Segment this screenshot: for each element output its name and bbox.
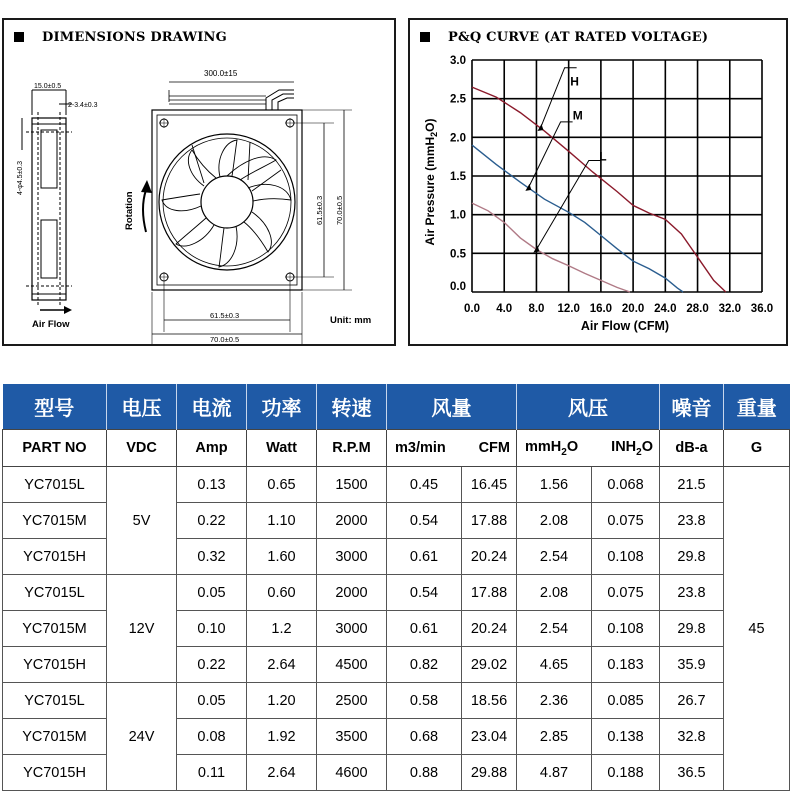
cfm-cell: 23.04 bbox=[462, 719, 517, 755]
dba-cell: 23.8 bbox=[660, 575, 724, 611]
inh2o-cell: 0.075 bbox=[592, 575, 660, 611]
drawing-title: DIMENSIONS DRAWING bbox=[14, 30, 227, 45]
dim-side-height-label: 4-φ4.5±0.3 bbox=[17, 160, 24, 195]
x-tick-label: 0.0 bbox=[464, 303, 480, 315]
table-row bbox=[3, 575, 790, 611]
inh2o-cell: 0.108 bbox=[592, 539, 660, 575]
mmh2o-cell: 2.54 bbox=[517, 539, 592, 575]
zh-header-model: 型号 bbox=[3, 384, 107, 430]
rotation-arrow-icon bbox=[141, 180, 152, 232]
chart-grid bbox=[472, 60, 762, 292]
rpm-cell: 4600 bbox=[317, 755, 387, 791]
part-no-cell: YC7015M bbox=[3, 611, 107, 647]
dim-hole-width-label: 61.5±0.3 bbox=[210, 311, 240, 320]
dimension-drawing-svg bbox=[4, 20, 394, 344]
table-row bbox=[3, 467, 790, 503]
dimensions-drawing-panel bbox=[2, 18, 396, 346]
annotation-leader bbox=[528, 122, 572, 188]
part-no-cell: YC7015M bbox=[3, 719, 107, 755]
dim-hole-height-label: 61.5±0.3 bbox=[315, 195, 324, 225]
dba-cell: 29.8 bbox=[660, 611, 724, 647]
m3min-cell: 0.45 bbox=[387, 467, 462, 503]
watt-cell: 1.2 bbox=[247, 611, 317, 647]
rpm-cell: 1500 bbox=[317, 467, 387, 503]
dba-cell: 23.8 bbox=[660, 503, 724, 539]
watt-cell: 1.92 bbox=[247, 719, 317, 755]
rpm-cell: 2000 bbox=[317, 503, 387, 539]
en-header-row bbox=[3, 430, 790, 467]
amp-cell: 0.10 bbox=[177, 611, 247, 647]
mmh2o-cell: 2.08 bbox=[517, 503, 592, 539]
zh-header-weight: 重量 bbox=[724, 384, 790, 430]
annotation-arrow-icon bbox=[537, 124, 543, 131]
cfm-cell: 18.56 bbox=[462, 683, 517, 719]
inh2o-cell: 0.085 bbox=[592, 683, 660, 719]
inh2o-cell: 0.068 bbox=[592, 467, 660, 503]
x-axis-label: Air Flow (CFM) bbox=[580, 319, 670, 333]
voltage-cell: 12V bbox=[107, 575, 177, 683]
mmh2o-cell: 2.85 bbox=[517, 719, 592, 755]
amp-cell: 0.05 bbox=[177, 683, 247, 719]
bullet-square-icon bbox=[420, 32, 430, 42]
mmh2o-cell: 1.56 bbox=[517, 467, 592, 503]
mmh2o-cell: 2.54 bbox=[517, 611, 592, 647]
en-header-m3min: m3/min bbox=[387, 430, 462, 467]
m3min-cell: 0.88 bbox=[387, 755, 462, 791]
mmh2o-cell: 2.36 bbox=[517, 683, 592, 719]
rpm-cell: 4500 bbox=[317, 647, 387, 683]
x-tick-label: 36.0 bbox=[750, 303, 774, 315]
chart-title: P&Q CURVE (AT RATED VOLTAGE) bbox=[420, 30, 708, 45]
dim-lead-length-label: 300.0±15 bbox=[204, 69, 238, 78]
cfm-cell: 17.88 bbox=[462, 575, 517, 611]
m3min-cell: 0.61 bbox=[387, 539, 462, 575]
zh-header-row bbox=[3, 384, 790, 430]
rpm-cell: 2000 bbox=[317, 575, 387, 611]
en-header-rpm: R.P.M bbox=[317, 430, 387, 467]
zh-header-power: 功率 bbox=[247, 384, 317, 430]
voltage-cell: 5V bbox=[107, 467, 177, 575]
watt-cell: 1.60 bbox=[247, 539, 317, 575]
inh2o-cell: 0.183 bbox=[592, 647, 660, 683]
part-no-cell: YC7015H bbox=[3, 647, 107, 683]
dim-side-right-label: 2-3.4±0.3 bbox=[68, 102, 98, 109]
zh-header-voltage: 电压 bbox=[107, 384, 177, 430]
y-tick-label: 3.0 bbox=[450, 55, 466, 67]
dim-overall-height-label: 70.0±0.5 bbox=[335, 195, 344, 225]
x-tick-labels bbox=[464, 303, 773, 315]
part-no-cell: YC7015L bbox=[3, 575, 107, 611]
series-line-h bbox=[472, 87, 726, 292]
dim-overall-width-label: 70.0±0.5 bbox=[210, 335, 240, 344]
x-tick-label: 28.0 bbox=[686, 303, 709, 315]
inh2o-cell: 0.075 bbox=[592, 503, 660, 539]
dba-cell: 29.8 bbox=[660, 539, 724, 575]
bullet-square-icon bbox=[14, 32, 24, 42]
cfm-cell: 16.45 bbox=[462, 467, 517, 503]
watt-cell: 2.64 bbox=[247, 647, 317, 683]
mmh2o-cell: 4.65 bbox=[517, 647, 592, 683]
y-tick-label: 2.5 bbox=[450, 93, 466, 106]
dba-cell: 32.8 bbox=[660, 719, 724, 755]
annotation-label-l: L bbox=[599, 149, 607, 164]
inh2o-cell: 0.108 bbox=[592, 611, 660, 647]
inh2o-cell: 0.188 bbox=[592, 755, 660, 791]
cfm-cell: 29.02 bbox=[462, 647, 517, 683]
cfm-cell: 29.88 bbox=[462, 755, 517, 791]
voltage-cell: 24V bbox=[107, 683, 177, 791]
rpm-cell: 3000 bbox=[317, 611, 387, 647]
series-line-l bbox=[472, 203, 630, 292]
weight-cell: 45 bbox=[724, 467, 790, 791]
watt-cell: 2.64 bbox=[247, 755, 317, 791]
cfm-cell: 17.88 bbox=[462, 503, 517, 539]
dba-cell: 21.5 bbox=[660, 467, 724, 503]
airflow-label: Air Flow bbox=[32, 319, 70, 330]
mmh2o-cell: 2.08 bbox=[517, 575, 592, 611]
en-header-mmh2o: mmH$_2$O bbox=[517, 430, 592, 467]
dim-side-top-label: 15.0±0.5 bbox=[34, 83, 62, 90]
m3min-cell: 0.68 bbox=[387, 719, 462, 755]
m3min-cell: 0.54 bbox=[387, 503, 462, 539]
en-header-inh2o: $INH_2O$ bbox=[592, 430, 660, 467]
en-header-watt: Watt bbox=[247, 430, 317, 467]
zh-header-airflow: 风量 bbox=[387, 384, 517, 430]
chart-annotations bbox=[525, 68, 606, 253]
watt-cell: 1.20 bbox=[247, 683, 317, 719]
annotation-label-m: M bbox=[572, 108, 583, 123]
m3min-cell: 0.54 bbox=[387, 575, 462, 611]
dba-cell: 35.9 bbox=[660, 647, 724, 683]
inh2o-cell: 0.138 bbox=[592, 719, 660, 755]
watt-cell: 0.65 bbox=[247, 467, 317, 503]
x-tick-label: 16.0 bbox=[589, 303, 613, 315]
pq-curve-panel bbox=[408, 18, 788, 346]
zh-header-current: 电流 bbox=[177, 384, 247, 430]
side-view bbox=[22, 90, 72, 306]
cfm-cell: 20.24 bbox=[462, 539, 517, 575]
annotation-label-h: H bbox=[570, 74, 579, 89]
zh-header-speed: 转速 bbox=[317, 384, 387, 430]
airflow-arrow-icon bbox=[40, 306, 72, 314]
part-no-cell: YC7015M bbox=[3, 503, 107, 539]
x-tick-label: 8.0 bbox=[528, 303, 545, 315]
x-tick-label: 32.0 bbox=[718, 303, 741, 315]
en-header-vdc: VDC bbox=[107, 430, 177, 467]
zh-header-pressure: 风压 bbox=[517, 384, 660, 430]
pq-chart-svg bbox=[410, 20, 786, 344]
amp-cell: 0.13 bbox=[177, 467, 247, 503]
dba-cell: 36.5 bbox=[660, 755, 724, 791]
en-header-amp: Amp bbox=[177, 430, 247, 467]
spec-table bbox=[2, 384, 790, 791]
watt-cell: 0.60 bbox=[247, 575, 317, 611]
zh-header-noise: 噪音 bbox=[660, 384, 724, 430]
rpm-cell: 3500 bbox=[317, 719, 387, 755]
m3min-cell: 0.61 bbox=[387, 611, 462, 647]
rpm-cell: 3000 bbox=[317, 539, 387, 575]
table-row bbox=[3, 683, 790, 719]
y-tick-label: 1.0 bbox=[450, 209, 466, 222]
cfm-cell: 20.24 bbox=[462, 611, 517, 647]
y-tick-label: 1.5 bbox=[450, 171, 466, 183]
y-tick-label: 0.0 bbox=[450, 281, 466, 293]
en-header-g: G bbox=[724, 430, 790, 467]
x-tick-label: 24.0 bbox=[654, 303, 677, 315]
annotation-arrow-icon bbox=[525, 184, 531, 191]
en-header-cfm: CFM bbox=[462, 430, 517, 467]
en-header-part-no: PART NO bbox=[3, 430, 107, 467]
x-tick-label: 20.0 bbox=[621, 303, 645, 315]
part-no-cell: YC7015L bbox=[3, 683, 107, 719]
y-tick-label: 0.5 bbox=[450, 248, 466, 261]
y-tick-labels bbox=[450, 55, 467, 293]
unit-label: Unit: mm bbox=[330, 315, 372, 326]
amp-cell: 0.08 bbox=[177, 719, 247, 755]
x-tick-label: 4.0 bbox=[496, 303, 513, 315]
m3min-cell: 0.58 bbox=[387, 683, 462, 719]
amp-cell: 0.05 bbox=[177, 575, 247, 611]
amp-cell: 0.22 bbox=[177, 503, 247, 539]
part-no-cell: YC7015H bbox=[3, 539, 107, 575]
part-no-cell: YC7015H bbox=[3, 755, 107, 791]
rpm-cell: 2500 bbox=[317, 683, 387, 719]
y-tick-label: 2.0 bbox=[450, 132, 466, 145]
y-axis-label: Air Pressure (mmH$_2$O) bbox=[423, 118, 439, 246]
watt-cell: 1.10 bbox=[247, 503, 317, 539]
rotation-label: Rotation bbox=[124, 191, 135, 230]
x-tick-label: 12.0 bbox=[557, 303, 580, 315]
amp-cell: 0.22 bbox=[177, 647, 247, 683]
dba-cell: 26.7 bbox=[660, 683, 724, 719]
mmh2o-cell: 4.87 bbox=[517, 755, 592, 791]
chart-series bbox=[472, 87, 726, 292]
spec-table-body bbox=[3, 467, 790, 791]
amp-cell: 0.32 bbox=[177, 539, 247, 575]
part-no-cell: YC7015L bbox=[3, 467, 107, 503]
m3min-cell: 0.82 bbox=[387, 647, 462, 683]
en-header-dba: dB-a bbox=[660, 430, 724, 467]
amp-cell: 0.11 bbox=[177, 755, 247, 791]
